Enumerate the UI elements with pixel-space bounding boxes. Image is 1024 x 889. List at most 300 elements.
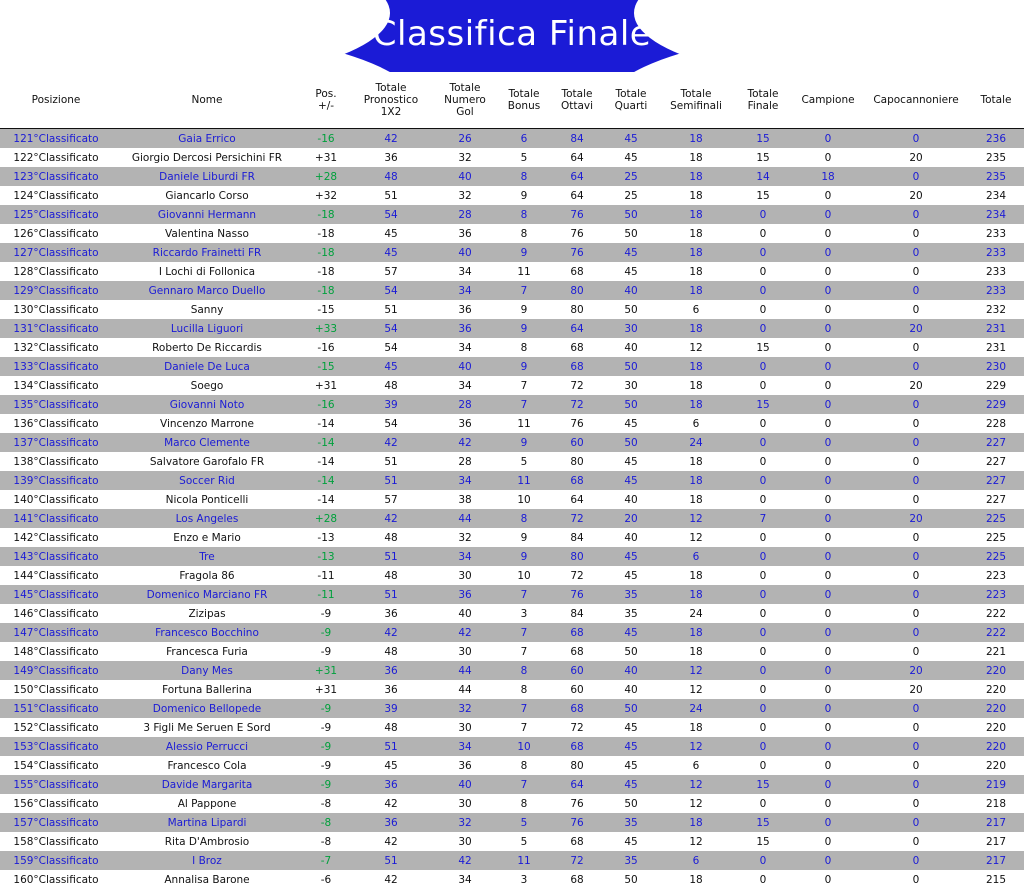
cell-pm: -14 bbox=[302, 414, 350, 433]
cell-capo: 0 bbox=[864, 585, 968, 604]
cell-pos: 130°Classificato bbox=[0, 300, 112, 319]
cell-pm: +33 bbox=[302, 319, 350, 338]
cell-pos: 148°Classificato bbox=[0, 642, 112, 661]
table-row[interactable] bbox=[0, 186, 1024, 205]
cell-ngol: 42 bbox=[432, 433, 498, 452]
cell-qua: 45 bbox=[604, 262, 658, 281]
cell-fin: 0 bbox=[734, 224, 792, 243]
cell-pron: 54 bbox=[350, 414, 432, 433]
table-row[interactable] bbox=[0, 737, 1024, 756]
cell-ott: 76 bbox=[550, 205, 604, 224]
cell-fin: 0 bbox=[734, 870, 792, 889]
cell-fin: 0 bbox=[734, 528, 792, 547]
cell-pm: -8 bbox=[302, 794, 350, 813]
table-row[interactable] bbox=[0, 490, 1024, 509]
cell-pos: 142°Classificato bbox=[0, 528, 112, 547]
cell-camp: 0 bbox=[792, 414, 864, 433]
cell-capo: 0 bbox=[864, 471, 968, 490]
cell-pm: -15 bbox=[302, 300, 350, 319]
cell-ngol: 36 bbox=[432, 300, 498, 319]
cell-ott: 68 bbox=[550, 870, 604, 889]
cell-nome: Francesco Cola bbox=[112, 756, 302, 775]
cell-nome: Giorgio Dercosi Persichini FR bbox=[112, 148, 302, 167]
cell-bonus: 11 bbox=[498, 851, 550, 870]
table-row[interactable] bbox=[0, 205, 1024, 224]
cell-semi: 18 bbox=[658, 129, 734, 149]
table-row[interactable] bbox=[0, 623, 1024, 642]
cell-bonus: 3 bbox=[498, 870, 550, 889]
column-header-0 bbox=[0, 72, 112, 129]
table-row[interactable] bbox=[0, 509, 1024, 528]
cell-ngol: 36 bbox=[432, 585, 498, 604]
cell-pm: +31 bbox=[302, 680, 350, 699]
cell-bonus: 10 bbox=[498, 490, 550, 509]
cell-tot: 221 bbox=[968, 642, 1024, 661]
cell-capo: 0 bbox=[864, 281, 968, 300]
cell-camp: 0 bbox=[792, 509, 864, 528]
cell-ngol: 44 bbox=[432, 680, 498, 699]
cell-ott: 72 bbox=[550, 395, 604, 414]
cell-ott: 76 bbox=[550, 813, 604, 832]
column-header-line: Gol bbox=[434, 106, 496, 118]
cell-semi: 12 bbox=[658, 661, 734, 680]
cell-tot: 220 bbox=[968, 699, 1024, 718]
cell-pron: 45 bbox=[350, 357, 432, 376]
cell-ott: 80 bbox=[550, 756, 604, 775]
cell-qua: 40 bbox=[604, 528, 658, 547]
cell-bonus: 7 bbox=[498, 623, 550, 642]
cell-ott: 76 bbox=[550, 794, 604, 813]
cell-camp: 0 bbox=[792, 300, 864, 319]
cell-qua: 50 bbox=[604, 357, 658, 376]
cell-pos: 137°Classificato bbox=[0, 433, 112, 452]
column-header-line: Campione bbox=[794, 94, 862, 106]
cell-pm: -18 bbox=[302, 262, 350, 281]
table-row[interactable] bbox=[0, 851, 1024, 870]
column-header-line: Quarti bbox=[606, 100, 656, 112]
table-row[interactable] bbox=[0, 224, 1024, 243]
cell-ngol: 26 bbox=[432, 129, 498, 149]
cell-tot: 227 bbox=[968, 471, 1024, 490]
cell-semi: 12 bbox=[658, 775, 734, 794]
cell-semi: 12 bbox=[658, 680, 734, 699]
column-header-line: Totale bbox=[552, 88, 602, 100]
page-title: Classifica Finale bbox=[0, 14, 1024, 54]
cell-camp: 0 bbox=[792, 718, 864, 737]
column-header-line: Totale bbox=[500, 88, 548, 100]
cell-capo: 0 bbox=[864, 205, 968, 224]
cell-nome: Alessio Perrucci bbox=[112, 737, 302, 756]
cell-qua: 45 bbox=[604, 775, 658, 794]
table-row[interactable] bbox=[0, 794, 1024, 813]
cell-qua: 30 bbox=[604, 319, 658, 338]
cell-camp: 0 bbox=[792, 338, 864, 357]
cell-camp: 0 bbox=[792, 699, 864, 718]
table-row[interactable] bbox=[0, 243, 1024, 262]
cell-ott: 72 bbox=[550, 851, 604, 870]
column-header-line: Totale bbox=[970, 94, 1022, 106]
table-row[interactable] bbox=[0, 661, 1024, 680]
cell-semi: 18 bbox=[658, 224, 734, 243]
cell-nome: Daniele Liburdi FR bbox=[112, 167, 302, 186]
cell-semi: 24 bbox=[658, 604, 734, 623]
cell-fin: 15 bbox=[734, 832, 792, 851]
cell-capo: 0 bbox=[864, 718, 968, 737]
cell-fin: 0 bbox=[734, 661, 792, 680]
cell-capo: 20 bbox=[864, 680, 968, 699]
cell-pm: -16 bbox=[302, 395, 350, 414]
cell-ngol: 30 bbox=[432, 794, 498, 813]
cell-tot: 227 bbox=[968, 452, 1024, 471]
table-row[interactable] bbox=[0, 167, 1024, 186]
cell-ott: 68 bbox=[550, 642, 604, 661]
table-row[interactable] bbox=[0, 338, 1024, 357]
cell-pron: 42 bbox=[350, 129, 432, 149]
cell-pos: 146°Classificato bbox=[0, 604, 112, 623]
table-row[interactable] bbox=[0, 528, 1024, 547]
cell-ott: 80 bbox=[550, 547, 604, 566]
cell-pron: 36 bbox=[350, 148, 432, 167]
cell-pos: 136°Classificato bbox=[0, 414, 112, 433]
table-row[interactable] bbox=[0, 718, 1024, 737]
cell-nome: Fortuna Ballerina bbox=[112, 680, 302, 699]
cell-fin: 15 bbox=[734, 186, 792, 205]
cell-pm: +31 bbox=[302, 376, 350, 395]
column-header-line: Totale bbox=[660, 88, 732, 100]
cell-camp: 0 bbox=[792, 243, 864, 262]
cell-ngol: 40 bbox=[432, 775, 498, 794]
cell-qua: 45 bbox=[604, 148, 658, 167]
cell-fin: 0 bbox=[734, 604, 792, 623]
cell-pm: +31 bbox=[302, 661, 350, 680]
cell-pm: -18 bbox=[302, 281, 350, 300]
cell-pos: 123°Classificato bbox=[0, 167, 112, 186]
cell-nome: Soego bbox=[112, 376, 302, 395]
cell-tot: 222 bbox=[968, 604, 1024, 623]
cell-pron: 45 bbox=[350, 243, 432, 262]
cell-pm: -7 bbox=[302, 851, 350, 870]
cell-pm: -9 bbox=[302, 699, 350, 718]
table-row[interactable] bbox=[0, 870, 1024, 889]
cell-pron: 48 bbox=[350, 528, 432, 547]
cell-tot: 236 bbox=[968, 129, 1024, 149]
cell-semi: 18 bbox=[658, 262, 734, 281]
cell-pm: -9 bbox=[302, 775, 350, 794]
cell-fin: 0 bbox=[734, 642, 792, 661]
cell-ott: 84 bbox=[550, 528, 604, 547]
table-row[interactable] bbox=[0, 471, 1024, 490]
cell-ngol: 28 bbox=[432, 205, 498, 224]
cell-nome: Fragola 86 bbox=[112, 566, 302, 585]
column-header-line: Ottavi bbox=[552, 100, 602, 112]
cell-nome: Francesca Furia bbox=[112, 642, 302, 661]
cell-bonus: 8 bbox=[498, 661, 550, 680]
cell-tot: 225 bbox=[968, 547, 1024, 566]
cell-pos: 125°Classificato bbox=[0, 205, 112, 224]
cell-pos: 133°Classificato bbox=[0, 357, 112, 376]
cell-bonus: 7 bbox=[498, 699, 550, 718]
column-header-3 bbox=[350, 72, 432, 129]
cell-bonus: 3 bbox=[498, 604, 550, 623]
cell-pm: +31 bbox=[302, 148, 350, 167]
cell-ngol: 32 bbox=[432, 148, 498, 167]
table-row[interactable] bbox=[0, 680, 1024, 699]
cell-fin: 0 bbox=[734, 623, 792, 642]
cell-nome: Riccardo Frainetti FR bbox=[112, 243, 302, 262]
table-row[interactable] bbox=[0, 357, 1024, 376]
cell-ott: 68 bbox=[550, 737, 604, 756]
column-header-12 bbox=[968, 72, 1024, 129]
cell-bonus: 9 bbox=[498, 433, 550, 452]
cell-capo: 20 bbox=[864, 186, 968, 205]
table-row[interactable] bbox=[0, 775, 1024, 794]
cell-ngol: 38 bbox=[432, 490, 498, 509]
cell-nome: Sanny bbox=[112, 300, 302, 319]
cell-ngol: 32 bbox=[432, 699, 498, 718]
cell-semi: 18 bbox=[658, 490, 734, 509]
column-header-line: Finale bbox=[736, 100, 790, 112]
cell-tot: 219 bbox=[968, 775, 1024, 794]
cell-bonus: 11 bbox=[498, 262, 550, 281]
cell-tot: 218 bbox=[968, 794, 1024, 813]
cell-nome: Gaia Errico bbox=[112, 129, 302, 149]
cell-pos: 138°Classificato bbox=[0, 452, 112, 471]
cell-tot: 227 bbox=[968, 490, 1024, 509]
cell-bonus: 9 bbox=[498, 186, 550, 205]
cell-tot: 223 bbox=[968, 585, 1024, 604]
cell-qua: 50 bbox=[604, 433, 658, 452]
cell-nome: Valentina Nasso bbox=[112, 224, 302, 243]
cell-fin: 0 bbox=[734, 205, 792, 224]
cell-fin: 0 bbox=[734, 680, 792, 699]
cell-semi: 12 bbox=[658, 737, 734, 756]
cell-qua: 40 bbox=[604, 661, 658, 680]
column-header-8 bbox=[658, 72, 734, 129]
cell-ott: 72 bbox=[550, 376, 604, 395]
cell-nome: Rita D'Ambrosio bbox=[112, 832, 302, 851]
cell-pos: 135°Classificato bbox=[0, 395, 112, 414]
cell-pm: -16 bbox=[302, 129, 350, 149]
cell-qua: 20 bbox=[604, 509, 658, 528]
cell-qua: 50 bbox=[604, 642, 658, 661]
cell-semi: 24 bbox=[658, 699, 734, 718]
cell-ngol: 32 bbox=[432, 813, 498, 832]
cell-ott: 72 bbox=[550, 718, 604, 737]
table-row[interactable] bbox=[0, 547, 1024, 566]
table-row[interactable] bbox=[0, 319, 1024, 338]
cell-fin: 0 bbox=[734, 281, 792, 300]
cell-qua: 35 bbox=[604, 604, 658, 623]
cell-tot: 217 bbox=[968, 813, 1024, 832]
cell-camp: 0 bbox=[792, 452, 864, 471]
cell-pron: 42 bbox=[350, 509, 432, 528]
cell-ott: 64 bbox=[550, 490, 604, 509]
cell-tot: 230 bbox=[968, 357, 1024, 376]
cell-ott: 68 bbox=[550, 471, 604, 490]
cell-nome: Enzo e Mario bbox=[112, 528, 302, 547]
cell-semi: 18 bbox=[658, 148, 734, 167]
cell-camp: 0 bbox=[792, 547, 864, 566]
cell-pron: 45 bbox=[350, 756, 432, 775]
cell-pos: 129°Classificato bbox=[0, 281, 112, 300]
cell-qua: 25 bbox=[604, 167, 658, 186]
cell-camp: 0 bbox=[792, 794, 864, 813]
table-row[interactable] bbox=[0, 433, 1024, 452]
cell-pron: 36 bbox=[350, 813, 432, 832]
cell-semi: 12 bbox=[658, 794, 734, 813]
cell-pm: -9 bbox=[302, 718, 350, 737]
cell-capo: 0 bbox=[864, 528, 968, 547]
cell-camp: 0 bbox=[792, 604, 864, 623]
cell-ott: 64 bbox=[550, 148, 604, 167]
cell-pm: -15 bbox=[302, 357, 350, 376]
cell-bonus: 9 bbox=[498, 300, 550, 319]
cell-semi: 18 bbox=[658, 281, 734, 300]
table-row[interactable] bbox=[0, 376, 1024, 395]
cell-pm: -6 bbox=[302, 870, 350, 889]
cell-pron: 51 bbox=[350, 585, 432, 604]
cell-nome: I Broz bbox=[112, 851, 302, 870]
cell-bonus: 10 bbox=[498, 566, 550, 585]
cell-nome: Dany Mes bbox=[112, 661, 302, 680]
cell-pm: -16 bbox=[302, 338, 350, 357]
cell-tot: 220 bbox=[968, 680, 1024, 699]
cell-tot: 220 bbox=[968, 661, 1024, 680]
cell-qua: 45 bbox=[604, 243, 658, 262]
cell-qua: 35 bbox=[604, 851, 658, 870]
cell-fin: 7 bbox=[734, 509, 792, 528]
table-row[interactable] bbox=[0, 262, 1024, 281]
cell-camp: 0 bbox=[792, 433, 864, 452]
cell-capo: 0 bbox=[864, 414, 968, 433]
table-row[interactable] bbox=[0, 642, 1024, 661]
cell-pos: 131°Classificato bbox=[0, 319, 112, 338]
cell-capo: 0 bbox=[864, 870, 968, 889]
table-row[interactable] bbox=[0, 756, 1024, 775]
cell-bonus: 5 bbox=[498, 832, 550, 851]
cell-pm: -13 bbox=[302, 547, 350, 566]
table-row[interactable] bbox=[0, 699, 1024, 718]
cell-nome: Soccer Rid bbox=[112, 471, 302, 490]
cell-camp: 0 bbox=[792, 129, 864, 149]
cell-bonus: 9 bbox=[498, 547, 550, 566]
table-row[interactable] bbox=[0, 813, 1024, 832]
cell-ngol: 28 bbox=[432, 395, 498, 414]
table-row[interactable] bbox=[0, 604, 1024, 623]
table-row[interactable] bbox=[0, 585, 1024, 604]
cell-qua: 50 bbox=[604, 224, 658, 243]
cell-fin: 0 bbox=[734, 357, 792, 376]
cell-ngol: 30 bbox=[432, 832, 498, 851]
cell-nome: Los Angeles bbox=[112, 509, 302, 528]
cell-ott: 76 bbox=[550, 585, 604, 604]
table-row[interactable] bbox=[0, 566, 1024, 585]
table-row[interactable] bbox=[0, 395, 1024, 414]
cell-ott: 64 bbox=[550, 167, 604, 186]
cell-pm: -9 bbox=[302, 623, 350, 642]
cell-semi: 12 bbox=[658, 832, 734, 851]
table-row[interactable] bbox=[0, 414, 1024, 433]
column-header-4 bbox=[432, 72, 498, 129]
table-row[interactable] bbox=[0, 300, 1024, 319]
cell-capo: 0 bbox=[864, 604, 968, 623]
cell-ngol: 34 bbox=[432, 281, 498, 300]
cell-capo: 0 bbox=[864, 338, 968, 357]
cell-fin: 0 bbox=[734, 243, 792, 262]
cell-nome: Nicola Ponticelli bbox=[112, 490, 302, 509]
cell-ngol: 28 bbox=[432, 452, 498, 471]
cell-ngol: 42 bbox=[432, 851, 498, 870]
cell-qua: 45 bbox=[604, 756, 658, 775]
cell-camp: 0 bbox=[792, 471, 864, 490]
cell-capo: 0 bbox=[864, 775, 968, 794]
cell-pron: 51 bbox=[350, 737, 432, 756]
cell-ngol: 40 bbox=[432, 167, 498, 186]
cell-pron: 48 bbox=[350, 376, 432, 395]
column-header-line: Totale bbox=[434, 82, 496, 94]
cell-capo: 0 bbox=[864, 224, 968, 243]
cell-pron: 39 bbox=[350, 699, 432, 718]
cell-camp: 0 bbox=[792, 832, 864, 851]
cell-capo: 0 bbox=[864, 167, 968, 186]
cell-nome: Martina Lipardi bbox=[112, 813, 302, 832]
table-row[interactable] bbox=[0, 281, 1024, 300]
cell-pron: 51 bbox=[350, 300, 432, 319]
column-header-2 bbox=[302, 72, 350, 129]
cell-qua: 50 bbox=[604, 300, 658, 319]
cell-capo: 20 bbox=[864, 319, 968, 338]
cell-tot: 233 bbox=[968, 262, 1024, 281]
cell-ngol: 34 bbox=[432, 547, 498, 566]
cell-pron: 36 bbox=[350, 661, 432, 680]
cell-ott: 68 bbox=[550, 832, 604, 851]
cell-fin: 0 bbox=[734, 319, 792, 338]
cell-pron: 54 bbox=[350, 338, 432, 357]
cell-pron: 57 bbox=[350, 490, 432, 509]
cell-qua: 50 bbox=[604, 395, 658, 414]
cell-pm: -14 bbox=[302, 471, 350, 490]
cell-ott: 68 bbox=[550, 357, 604, 376]
cell-capo: 0 bbox=[864, 832, 968, 851]
cell-semi: 12 bbox=[658, 338, 734, 357]
cell-qua: 50 bbox=[604, 205, 658, 224]
cell-nome: Salvatore Garofalo FR bbox=[112, 452, 302, 471]
table-row[interactable] bbox=[0, 129, 1024, 149]
cell-pron: 45 bbox=[350, 224, 432, 243]
cell-pron: 48 bbox=[350, 566, 432, 585]
cell-capo: 0 bbox=[864, 566, 968, 585]
cell-semi: 6 bbox=[658, 414, 734, 433]
cell-pm: -11 bbox=[302, 585, 350, 604]
cell-pron: 36 bbox=[350, 604, 432, 623]
cell-nome: Giovanni Noto bbox=[112, 395, 302, 414]
table-row[interactable] bbox=[0, 452, 1024, 471]
cell-camp: 0 bbox=[792, 205, 864, 224]
cell-capo: 20 bbox=[864, 376, 968, 395]
cell-bonus: 7 bbox=[498, 585, 550, 604]
cell-pos: 160°Classificato bbox=[0, 870, 112, 889]
cell-pron: 36 bbox=[350, 775, 432, 794]
column-header-7 bbox=[604, 72, 658, 129]
column-header-line: Totale bbox=[736, 88, 790, 100]
cell-pos: 150°Classificato bbox=[0, 680, 112, 699]
table-row[interactable] bbox=[0, 148, 1024, 167]
table-row[interactable] bbox=[0, 832, 1024, 851]
cell-fin: 0 bbox=[734, 756, 792, 775]
cell-bonus: 8 bbox=[498, 338, 550, 357]
cell-bonus: 11 bbox=[498, 471, 550, 490]
cell-bonus: 10 bbox=[498, 737, 550, 756]
